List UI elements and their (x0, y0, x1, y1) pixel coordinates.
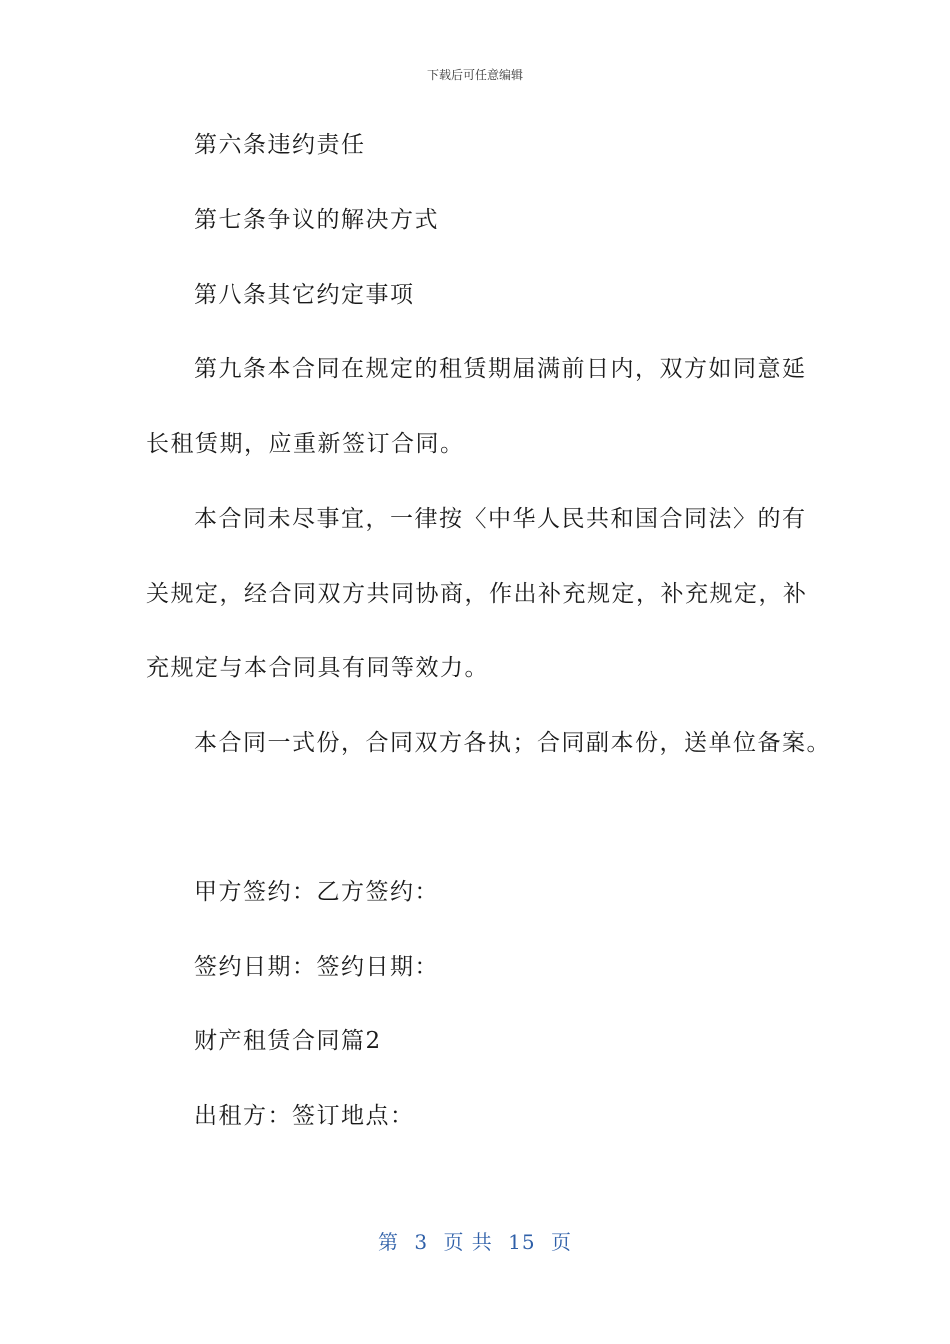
article-9-line-1: 第九条本合同在规定的租赁期届满前日内，双方如同意延 (194, 356, 807, 382)
footer-middle: 页 共 (443, 1230, 493, 1254)
footer-current-page: 3 (414, 1230, 429, 1254)
footer-suffix: 页 (550, 1230, 572, 1254)
footer-prefix: 第 (378, 1230, 399, 1254)
page-header-note: 下载后可任意编辑 (426, 68, 523, 82)
footer-total-pages: 15 (508, 1230, 536, 1254)
article-9-line-2: 长租赁期，应重新签订合同。 (146, 431, 465, 457)
signing-date-line: 签约日期：签约日期： (194, 954, 439, 980)
paragraph-copies: 本合同一式份，合同双方各执；合同副本份，送单位备案。 (194, 730, 831, 756)
page-footer (0, 1226, 950, 1255)
article-7-heading: 第七条争议的解决方式 (194, 207, 439, 233)
article-8-heading: 第八条其它约定事项 (194, 282, 415, 308)
section-title-contract-2: 财产租赁合同篇2 (194, 1028, 382, 1054)
lessor-location-line: 出租方：签订地点： (194, 1103, 415, 1129)
paragraph-unsettled-line-3: 充规定与本合同具有同等效力。 (146, 655, 489, 681)
article-6-heading: 第六条违约责任 (194, 132, 366, 158)
paragraph-unsettled-line-2: 关规定，经合同双方共同协商，作出补充规定，补充规定，补 (146, 581, 808, 607)
paragraph-unsettled-line-1: 本合同未尽事宜，一律按〈中华人民共和国合同法〉的有 (194, 506, 807, 532)
signature-line: 甲方签约：乙方签约： (194, 879, 439, 905)
